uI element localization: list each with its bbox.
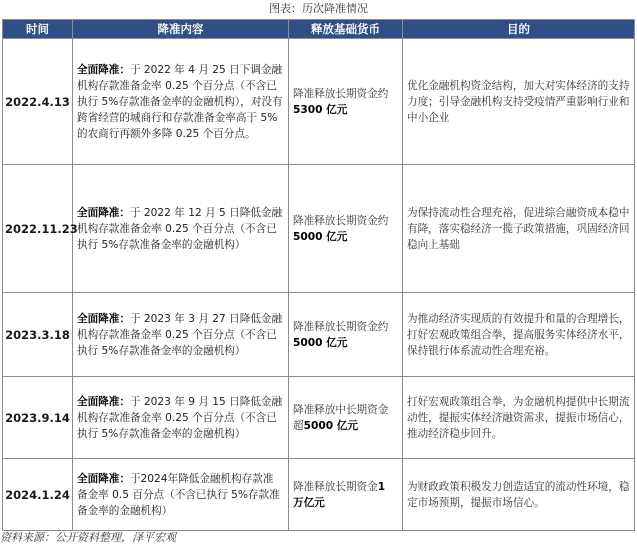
amount-value: 5000 亿元: [293, 336, 348, 349]
table-row: [3, 459, 635, 531]
cell-content: [73, 459, 289, 531]
cut-type: 全面降准：: [77, 472, 130, 485]
amount-prefix: 降准释放长期资金: [293, 480, 378, 493]
cut-type: 全面降准：: [77, 63, 130, 76]
amount-prefix: 降准释放长期资金约: [293, 214, 389, 227]
header-amount: 释放基础货币: [289, 20, 403, 39]
cell-purpose: 优化金融机构资金结构，加大对实体经济的支持力度；引导金融机构支持受疫情严重影响行业和中小企业: [403, 39, 635, 165]
header-purpose: 目的: [403, 20, 635, 39]
cell-content: [73, 165, 289, 293]
cut-detail: 于 2022 年 4 月 25 日下调金融机构存款准备金率 0.25 个百分点（不含已执行 5%存款准备金率的金融机构），对没有跨省经营的城商行和存款准备金率高于 5%的农商行再额外多降 0.25 个百分点。: [77, 63, 283, 140]
cell-time: 2022.11.23: [3, 165, 73, 293]
amount-value: 5000 亿元: [303, 419, 358, 432]
source-note: 资料来源：公开资料整理，泽平宏观: [0, 531, 176, 544]
cell-purpose: 为推动经济实现质的有效提升和量的合理增长，打好宏观政策组合拳，提高服务实体经济水平，保持银行体系流动性合理充裕。: [403, 293, 635, 377]
cell-amount: [289, 165, 403, 293]
cell-purpose: 打好宏观政策组合拳，为金融机构提供中长期流动性，提振实体经济融资需求，提振市场信心，推动经济稳步回升。: [403, 377, 635, 459]
table-row: [3, 293, 635, 377]
amount-value: 5300 亿元: [293, 103, 348, 116]
amount-value: 5000 亿元: [293, 230, 348, 243]
cell-amount: [289, 459, 403, 531]
cell-content: [73, 377, 289, 459]
cell-content: [73, 39, 289, 165]
table-row: [3, 39, 635, 165]
header-content: 降准内容: [73, 20, 289, 39]
cut-detail: 于2024年降低金融机构存款准备金率 0.5 百分点（不含已执行 5%存款准备金率的金融机构）: [77, 472, 280, 517]
amount-prefix: 降准释放长期资金约: [293, 320, 389, 333]
table-row: [3, 377, 635, 459]
amount-value: 1 万亿元: [293, 480, 386, 509]
cell-amount: [289, 39, 403, 165]
cut-detail: 于 2022 年 12 月 5 日降低金融机构存款准备金率 0.25 个百分点（不含已执行 5%存款准备金率的金融机构）: [77, 206, 283, 251]
cell-purpose: 为财政政策积极发力创造适宜的流动性环境，稳定市场预期，提振市场信心。: [403, 459, 635, 531]
table-header-row: [3, 20, 635, 39]
cell-amount: [289, 293, 403, 377]
cut-type: 全面降准：: [77, 206, 130, 219]
cut-detail: 于 2023 年 9 月 15 日降低金融机构存款准备金率 0.25 个百分点（不含已执行 5%存款准备金率的金融机构）: [77, 395, 283, 440]
header-time: 时间: [3, 20, 73, 39]
cell-time: 2023.3.18: [3, 293, 73, 377]
cell-purpose: 为保持流动性合理充裕，促进综合融资成本稳中有降，落实稳经济一揽子政策措施，巩固经济回稳向上基础: [403, 165, 635, 293]
cut-detail: 于 2023 年 3 月 27 日降低金融机构存款准备金率 0.25 个百分点（不含已执行 5%存款准备金率的金融机构）: [77, 312, 283, 357]
cell-time: 2023.9.14: [3, 377, 73, 459]
cell-time: 2022.4.13: [3, 39, 73, 165]
table-row: [3, 165, 635, 293]
cell-time: 2024.1.24: [3, 459, 73, 531]
rrr-cut-table: [2, 19, 635, 531]
cut-type: 全面降准：: [77, 312, 130, 325]
amount-prefix: 降准释放中长期资金超: [293, 403, 389, 432]
cell-amount: [289, 377, 403, 459]
cut-type: 全面降准：: [77, 395, 130, 408]
table-caption: 图表：历次降准情况: [269, 2, 368, 15]
amount-prefix: 降准释放长期资金约: [293, 87, 389, 100]
cell-content: [73, 293, 289, 377]
